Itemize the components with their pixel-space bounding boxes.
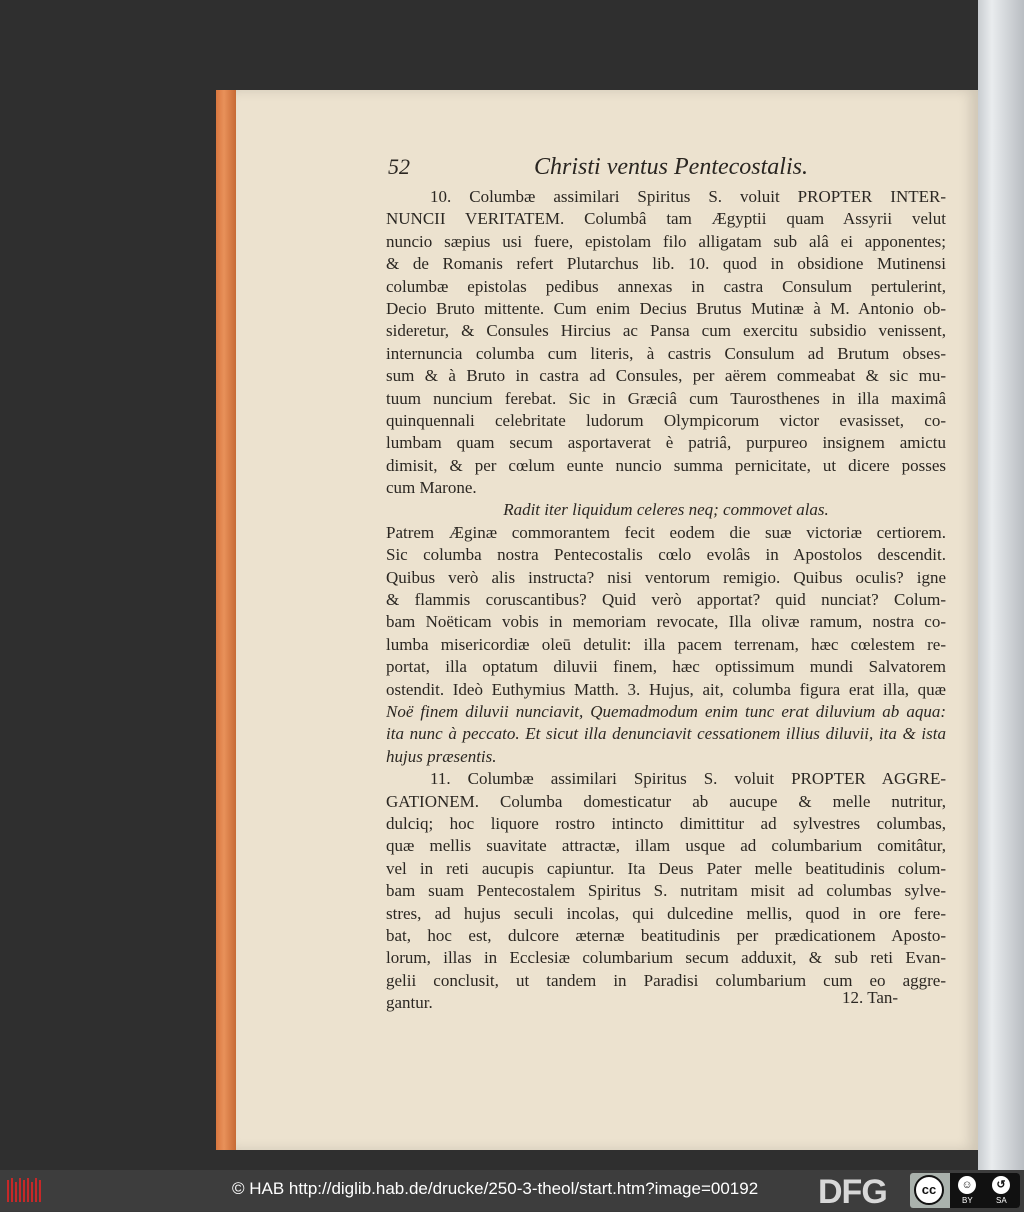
text-line: lorum, illas in Ecclesiæ columbarium secum adduxit, & sub reti Evan- <box>386 948 946 968</box>
text-line: & de Romanis refert Plutarchus lib. 10. quod in obsidione Mutinensi <box>386 254 946 274</box>
text-line: Quibus verò alis instructa? nisi ventorum remigio. Quibus oculis? igne <box>386 567 946 587</box>
text-line: bam suam Pentecostalem Spiritus S. nutritam misit ad columbas sylve- <box>386 881 946 901</box>
by-icon: ☺ <box>958 1176 976 1194</box>
text-line: sideretur, & Consules Hircius ac Pansa cum exercitu subsidio venissent, <box>386 321 946 341</box>
dfg-logo: DFG <box>818 1173 887 1211</box>
text-line: tuum nuncium ferebat. Sic in Græciâ cum Taurosthenes in illa maximâ <box>386 388 946 408</box>
text-line: ostendit. Ideò Euthymius Matth. 3. Hujus, ait, columba figura erat illa, quæ <box>386 679 946 699</box>
catchword: 12. Tan- <box>842 988 899 1007</box>
text-line: columbæ epistolas pedibus annexas in castra Consulum pertulerint, <box>386 276 946 296</box>
cc-license-badge[interactable] <box>910 1173 1020 1208</box>
text-line: hujus præsentis. <box>386 746 497 766</box>
text-line: 11. Columbæ assimilari Spiritus S. voluit PROPTER AGGRE- <box>430 769 946 789</box>
text-line: ita nunc à peccato. Et sicut illa denunciavit cessationem illius diluvii, ita & ista <box>386 724 946 744</box>
verse-quotation: Radit iter liquidum celeres neq; commovet alas. <box>503 500 829 520</box>
book-page-edge <box>216 90 236 1150</box>
text-line: gantur. <box>386 993 433 1013</box>
text-line: NUNCII VERITATEM. Columbâ tam Ægyptii quam Assyrii velut <box>386 209 946 229</box>
text-line: Noë finem diluvii nunciavit, Quemadmodum enim tunc erat diluvium ab aqua: <box>386 701 946 721</box>
text-line: lumbam quam secum asportaverat è patriâ, purpureo insignem amictu <box>386 433 946 453</box>
sa-icon: ↺ <box>992 1176 1010 1194</box>
text-line: bam Noëticam vobis in memoriam revocate, Illa olivæ ramum, nostra co- <box>386 612 946 632</box>
hab-barcode-icon <box>6 1176 42 1205</box>
text-line: GATIONEM. Columba domesticatur ab aucupe & melle nutritur, <box>386 791 946 811</box>
scanner-glass-strip <box>978 0 1024 1170</box>
page-number: 52 <box>388 154 410 179</box>
text-line: Sic columba nostra Pentecostalis cœlo evolâs in Apostolos descendit. <box>386 545 946 565</box>
sa-label: SA <box>996 1196 1007 1205</box>
text-line: 10. Columbæ assimilari Spiritus S. voluit PROPTER INTER- <box>430 187 946 206</box>
text-line: portat, illa optatum diluvii finem, hæc optissimum mundi Salvatorem <box>386 657 946 677</box>
viewer-footer <box>0 1170 1024 1211</box>
text-line: lumba misericordiæ oleū detulit: illa pacem terrenam, hæc cœlestem re- <box>386 634 946 654</box>
text-line: vel in reti aucupis capiuntur. Ita Deus Pater melle beatitudinis colum- <box>386 858 946 878</box>
text-line: Patrem Æginæ commorantem fecit eodem die suæ victoriæ certiorem. <box>386 522 946 542</box>
text-line: quæ mellis suavitate attractæ, illam usque ad columbarium comitâtur, <box>386 836 946 856</box>
text-line: & flammis coruscantibus? Quid verò apportat? quid nunciat? Colum- <box>386 590 946 610</box>
text-line: quinquennali celebritate ludorum Olympicorum victor evasisset, co- <box>386 410 946 430</box>
text-line: dulciq; hoc liquore rostro intincto dimittitur ad sylvestres columbas, <box>386 813 946 833</box>
text-line: bat, hoc est, dulcore æternæ beatitudinis per prædicationem Aposto- <box>386 925 946 945</box>
text-line: Decio Bruto mittente. Cum enim Decius Brutus Mutinæ à M. Antonio ob- <box>386 298 946 318</box>
running-title: Christi ventus Pentecostalis. <box>534 154 808 180</box>
text-line: gelii conclusit, ut tandem in Paradisi columbarium cum eo aggre- <box>386 970 946 990</box>
text-line: cum Marone. <box>386 478 477 498</box>
cc-icon: cc <box>914 1175 944 1205</box>
text-line: dimisit, & per cœlum eunte nuncio summa pernicitate, ut dicere posses <box>386 455 946 475</box>
text-line: nuncio sæpius usi fuere, epistolam filo alligatam sub alâ ei apponentes; <box>386 231 946 251</box>
text-line: stres, ad hujus seculi incolas, qui dulcedine mellis, quod in ore fere- <box>386 903 946 923</box>
copyright-link[interactable]: © HAB http://diglib.hab.de/drucke/250-3-theol/start.htm?image=00192 <box>232 1179 759 1198</box>
text-line: internuncia columba cum literis, à castris Consulum ad Brutum obses- <box>386 343 946 363</box>
text-line: sum & à Bruto in castra ad Consules, per aërem commeabat & sic mu- <box>386 366 946 386</box>
cc-attribution-panel <box>950 1173 1020 1208</box>
by-label: BY <box>962 1196 973 1205</box>
body-text <box>386 186 946 1014</box>
page-header <box>388 154 808 188</box>
